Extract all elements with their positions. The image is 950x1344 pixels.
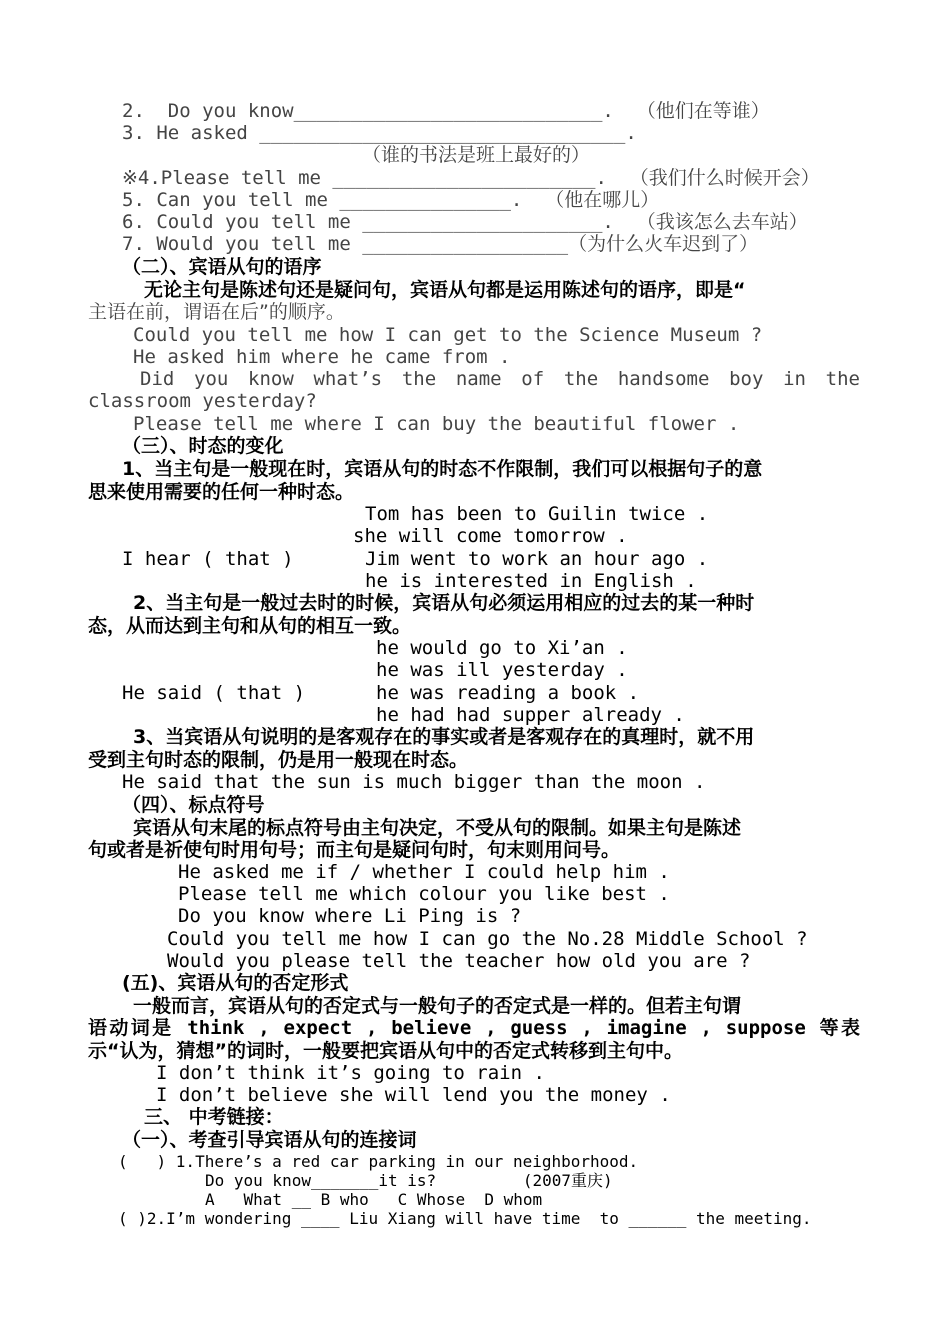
- text-line: （谁的书法是班上最好的）: [362, 144, 591, 166]
- text-line: he was reading a book .: [376, 682, 640, 704]
- text-line: 6. Could you tell me _____________________. （我该怎么去车站）: [122, 211, 808, 233]
- text-line: Tom has been to Guilin twice .: [365, 503, 709, 525]
- text-line: （四）、标点符号: [122, 794, 265, 816]
- text-line: 2. Do you know___________________________. （他们在等谁）: [122, 100, 770, 122]
- text-line: ※4.Please tell me _______________________. （我们什么时候开会）: [122, 167, 820, 189]
- text-line: Do you know_______it is? (2007重庆): [205, 1171, 613, 1190]
- text-line: I don’t think it’s going to rain .: [156, 1062, 545, 1084]
- text-line: 无论主句是陈述句还是疑问句，宾语从句都是运用陈述句的语序，即是“: [144, 279, 746, 301]
- text-line: he is interested in English .: [365, 570, 697, 592]
- text-line: I hear ( that ): [122, 548, 294, 570]
- text-line: he had had supper already .: [376, 704, 685, 726]
- text-line: 1、当主句是一般现在时，宾语从句的时态不作限制，我们可以根据句子的意: [122, 458, 763, 480]
- text-line: Do you know where Li Ping is ?: [178, 905, 522, 927]
- text-line: 一般而言，宾语从句的否定式与一般句子的否定式是一样的。但若主句谓: [133, 995, 742, 1017]
- text-line: 三、 中考链接：: [144, 1106, 284, 1128]
- text-line: Could you tell me how I can go the No.28 Middle School ?: [167, 928, 808, 950]
- text-line: 2、当主句是一般过去时的时候，宾语从句必须运用相应的过去的某一种时: [133, 592, 755, 614]
- text-line: Please tell me which colour you like best .: [178, 883, 670, 905]
- text-line: classroom yesterday?: [88, 390, 317, 412]
- text-line: Would you please tell the teacher how old you are ?: [167, 950, 751, 972]
- text-line: He said that the sun is much bigger than the moon .: [122, 771, 706, 793]
- text-line: 思来使用需要的任何一种时态。: [88, 481, 355, 503]
- text-line: he would go to Xi’an .: [376, 637, 628, 659]
- text-line: Jim went to work an hour ago .: [365, 548, 709, 570]
- text-line: 语动词是 think , expect , believe , guess , imagine , suppose 等表: [88, 1017, 860, 1039]
- text-line: A What __ B who C Whose D whom: [205, 1190, 543, 1209]
- text-line: ( )2.I’m wondering ____ Liu Xiang will have time to ______ the meeting.: [118, 1209, 812, 1228]
- text-line: Did you know what’s the name of the handsome boy in the: [140, 368, 860, 390]
- text-line: Please tell me where I can buy the beautiful flower .: [133, 413, 740, 435]
- text-line: 7. Would you tell me __________________（为什么火车迟到了）: [122, 233, 759, 255]
- text-line: ( ) 1.There’s a red car parking in our neighborhood.: [118, 1152, 639, 1171]
- text-line: He asked me if / whether I could help him .: [178, 861, 670, 883]
- text-line: He asked him where he came from .: [133, 346, 511, 368]
- text-line: 3、当宾语从句说明的是客观存在的事实或者是客观存在的真理时，就不用: [133, 726, 755, 748]
- text-line: 3. He asked ________________________________.: [122, 122, 637, 144]
- text-line: 态，从而达到主句和从句的相互一致。: [88, 615, 412, 637]
- text-line: 示“认为，猜想”的词时，一般要把宾语从句中的否定式转移到主句中。: [88, 1040, 683, 1062]
- text-line: 主语在前，谓语在后”的顺序。: [88, 301, 345, 323]
- text-line: Could you tell me how I can get to the Science Museum ?: [133, 324, 763, 346]
- text-line: （三）、时态的变化: [122, 435, 284, 457]
- text-line: （一）、考查引导宾语从句的连接词: [122, 1129, 417, 1151]
- text-line: I don’t believe she will lend you the money .: [156, 1084, 671, 1106]
- text-line: 受到主句时态的限制，仍是用一般现在时态。: [88, 749, 469, 771]
- text-line: 宾语从句末尾的标点符号由主句决定，不受从句的限制。如果主句是陈述: [133, 817, 742, 839]
- text-line: （二）、宾语从句的语序: [122, 256, 322, 278]
- text-line: 句或者是祈使句时用句号；而主句是疑问句时，句末则用问号。: [88, 839, 621, 861]
- text-line: 5. Can you tell me _______________. （他在哪儿）: [122, 189, 660, 211]
- text-line: she will come tomorrow .: [353, 525, 628, 547]
- text-line: he was ill yesterday .: [376, 659, 628, 681]
- text-line: (五)、宾语从句的否定形式: [122, 972, 349, 994]
- text-line: He said ( that ): [122, 682, 306, 704]
